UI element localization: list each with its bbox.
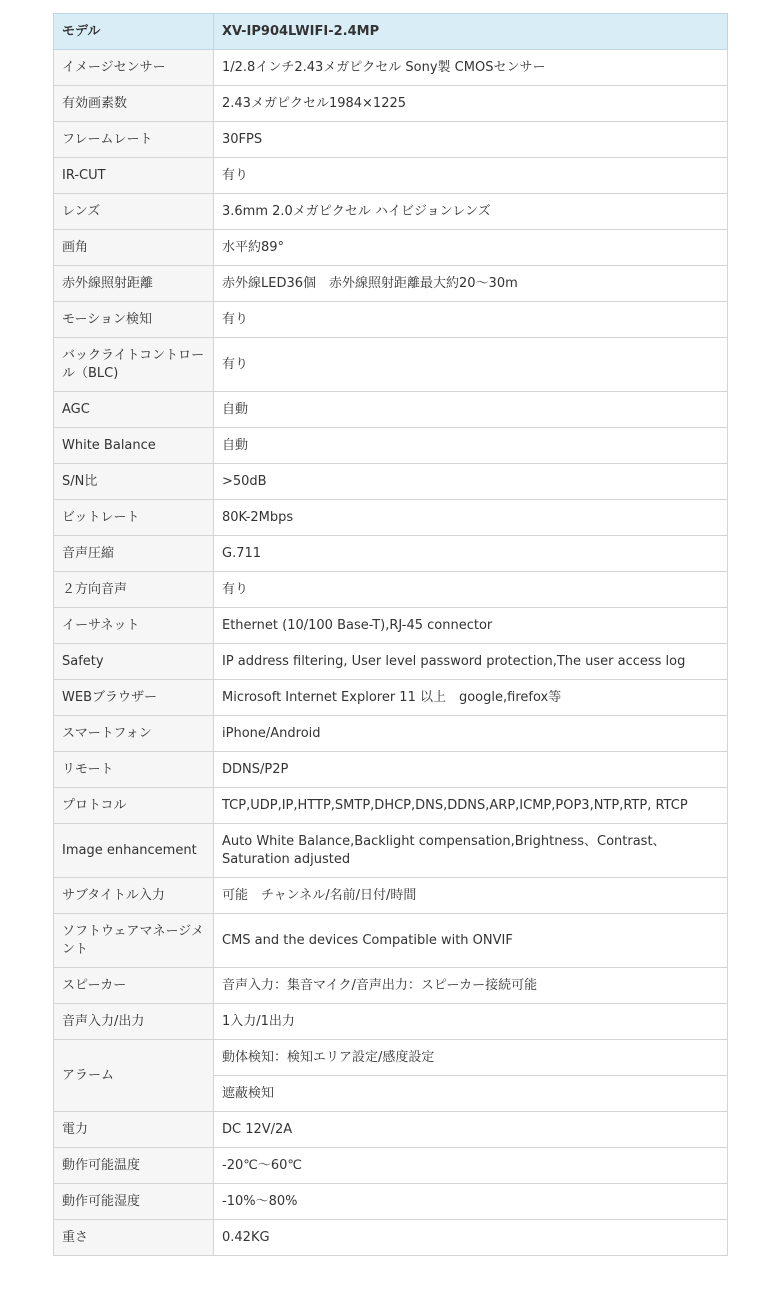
spec-value: 有り bbox=[214, 302, 728, 338]
spec-label: Image enhancement bbox=[54, 824, 214, 878]
spec-label: 動作可能湿度 bbox=[54, 1184, 214, 1220]
spec-row bbox=[54, 968, 728, 1004]
spec-value: 有り bbox=[214, 572, 728, 608]
spec-label: スマートフォン bbox=[54, 716, 214, 752]
spec-row bbox=[54, 302, 728, 338]
spec-label: 動作可能温度 bbox=[54, 1148, 214, 1184]
spec-row bbox=[54, 86, 728, 122]
spec-value: 1/2.8インチ2.43メガピクセル Sony製 CMOSセンサー bbox=[214, 50, 728, 86]
spec-row bbox=[54, 716, 728, 752]
spec-label: スピーカー bbox=[54, 968, 214, 1004]
spec-row bbox=[54, 536, 728, 572]
spec-row bbox=[54, 608, 728, 644]
spec-label: WEBブラウザー bbox=[54, 680, 214, 716]
spec-row bbox=[54, 266, 728, 302]
spec-value: Ethernet (10/100 Base-T),RJ-45 connector bbox=[214, 608, 728, 644]
spec-label: イメージセンサー bbox=[54, 50, 214, 86]
spec-value: 自動 bbox=[214, 428, 728, 464]
spec-row bbox=[54, 464, 728, 500]
spec-value: 音声入力：集音マイク/音声出力：スピーカー接続可能 bbox=[214, 968, 728, 1004]
spec-row bbox=[54, 1004, 728, 1040]
alarm-label: アラーム bbox=[54, 1040, 214, 1112]
spec-row bbox=[54, 788, 728, 824]
spec-value: 有り bbox=[214, 158, 728, 194]
spec-row bbox=[54, 1148, 728, 1184]
spec-label: 音声入力/出力 bbox=[54, 1004, 214, 1040]
spec-value: DC 12V/2A bbox=[214, 1112, 728, 1148]
spec-label: プロトコル bbox=[54, 788, 214, 824]
spec-label: 音声圧縮 bbox=[54, 536, 214, 572]
spec-value: 1入力/1出力 bbox=[214, 1004, 728, 1040]
spec-table bbox=[53, 13, 728, 1256]
spec-value: IP address filtering, User level password protection,The user access log bbox=[214, 644, 728, 680]
spec-row bbox=[54, 914, 728, 968]
alarm-value: 動体検知：検知エリア設定/感度設定 bbox=[214, 1040, 728, 1076]
spec-value: TCP,UDP,IP,HTTP,SMTP,DHCP,DNS,DDNS,ARP,ICMP,POP3,NTP,RTP, RTCP bbox=[214, 788, 728, 824]
spec-value: 可能 チャンネル/名前/日付/時間 bbox=[214, 878, 728, 914]
spec-value: Auto White Balance,Backlight compensation,Brightness、Contrast、Saturation adjusted bbox=[214, 824, 728, 878]
spec-row bbox=[54, 194, 728, 230]
spec-label: イーサネット bbox=[54, 608, 214, 644]
spec-label: モーション検知 bbox=[54, 302, 214, 338]
spec-label: 重さ bbox=[54, 1220, 214, 1256]
spec-value: 80K-2Mbps bbox=[214, 500, 728, 536]
spec-label: ビットレート bbox=[54, 500, 214, 536]
spec-label: 画角 bbox=[54, 230, 214, 266]
spec-row bbox=[54, 824, 728, 878]
spec-value: >50dB bbox=[214, 464, 728, 500]
spec-row bbox=[54, 1112, 728, 1148]
alarm-row bbox=[54, 1040, 728, 1076]
spec-value: -10%〜80% bbox=[214, 1184, 728, 1220]
spec-row bbox=[54, 878, 728, 914]
spec-row bbox=[54, 680, 728, 716]
spec-label: ソフトウェアマネージメント bbox=[54, 914, 214, 968]
spec-value: 30FPS bbox=[214, 122, 728, 158]
spec-row bbox=[54, 122, 728, 158]
spec-row bbox=[54, 572, 728, 608]
spec-row bbox=[54, 428, 728, 464]
spec-value: DDNS/P2P bbox=[214, 752, 728, 788]
spec-label: AGC bbox=[54, 392, 214, 428]
spec-value: 0.42KG bbox=[214, 1220, 728, 1256]
spec-value: 水平約89° bbox=[214, 230, 728, 266]
header-value: XV-IP904LWIFI-2.4MP bbox=[214, 14, 728, 50]
spec-value: G.711 bbox=[214, 536, 728, 572]
spec-label: IR-CUT bbox=[54, 158, 214, 194]
spec-row bbox=[54, 338, 728, 392]
spec-label: フレームレート bbox=[54, 122, 214, 158]
spec-label: Safety bbox=[54, 644, 214, 680]
spec-value: Microsoft Internet Explorer 11 以上 google,firefox等 bbox=[214, 680, 728, 716]
spec-label: ２方向音声 bbox=[54, 572, 214, 608]
spec-label: White Balance bbox=[54, 428, 214, 464]
spec-row bbox=[54, 752, 728, 788]
spec-value: 2.43メガピクセル1984×1225 bbox=[214, 86, 728, 122]
spec-label: レンズ bbox=[54, 194, 214, 230]
spec-label: バックライトコントロール（BLC) bbox=[54, 338, 214, 392]
spec-value: CMS and the devices Compatible with ONVIF bbox=[214, 914, 728, 968]
spec-row bbox=[54, 500, 728, 536]
spec-label: 有効画素数 bbox=[54, 86, 214, 122]
spec-value: 有り bbox=[214, 338, 728, 392]
header-label: モデル bbox=[54, 14, 214, 50]
spec-label: サブタイトル入力 bbox=[54, 878, 214, 914]
spec-row bbox=[54, 644, 728, 680]
spec-row bbox=[54, 230, 728, 266]
header-row bbox=[54, 14, 728, 50]
spec-row bbox=[54, 392, 728, 428]
spec-row bbox=[54, 50, 728, 86]
spec-value: -20℃〜60℃ bbox=[214, 1148, 728, 1184]
spec-label: 電力 bbox=[54, 1112, 214, 1148]
spec-row bbox=[54, 1184, 728, 1220]
spec-value: 赤外線LED36個 赤外線照射距離最大約20〜30m bbox=[214, 266, 728, 302]
spec-label: リモート bbox=[54, 752, 214, 788]
spec-value: 3.6mm 2.0メガピクセル ハイビジョンレンズ bbox=[214, 194, 728, 230]
spec-value: iPhone/Android bbox=[214, 716, 728, 752]
spec-label: 赤外線照射距離 bbox=[54, 266, 214, 302]
spec-row bbox=[54, 158, 728, 194]
alarm-value: 遮蔽検知 bbox=[214, 1076, 728, 1112]
spec-label: S/N比 bbox=[54, 464, 214, 500]
spec-table-body bbox=[54, 14, 728, 1256]
spec-value: 自動 bbox=[214, 392, 728, 428]
spec-row bbox=[54, 1220, 728, 1256]
